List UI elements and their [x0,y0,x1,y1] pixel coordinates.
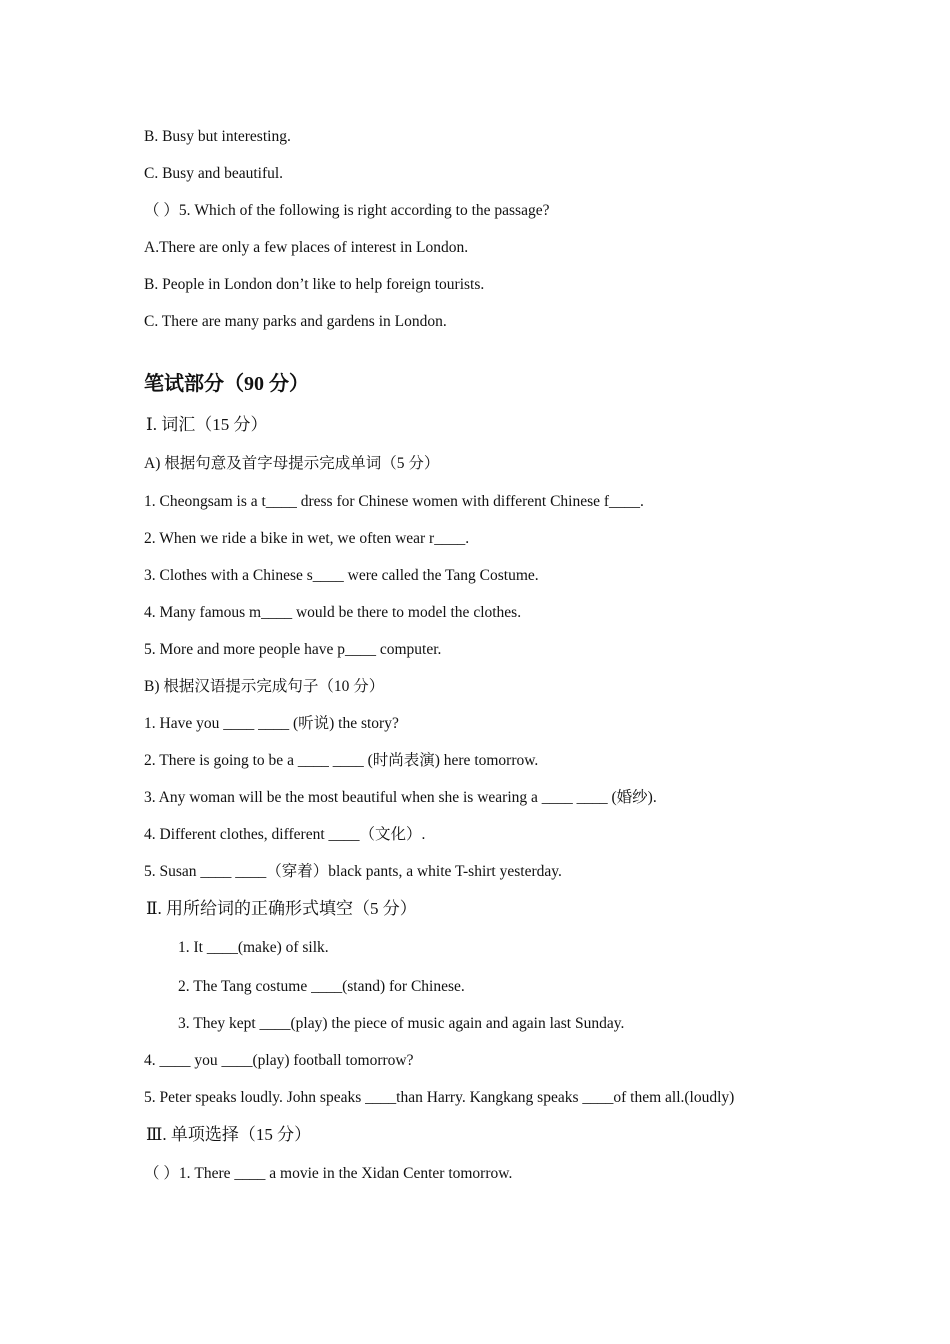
subsection-title: A) 根据句意及首字母提示完成单词（5 分） [144,455,440,472]
question-line: 1. It ____(make) of silk. [178,939,329,956]
question-line: （ ）1. There ____ a movie in the Xidan Center tomorrow. [144,1165,513,1182]
question-line: 1. Have you ____ ____ (听说) the story? [144,715,399,732]
question-line: 4. Different clothes, different ____（文化）. [144,826,426,843]
option-line: A.There are only a few places of interest in London. [144,239,469,256]
question-line: 2. When we ride a bike in wet, we often wear r____. [144,530,470,547]
option-line: B. Busy but interesting. [144,128,291,145]
option-line: C. There are many parks and gardens in London. [144,313,447,330]
question-line: 2. The Tang costume ____(stand) for Chinese. [178,978,465,995]
question-line: 5. Susan ____ ____（穿着）black pants, a white T-shirt yesterday. [144,863,562,880]
question-line: 4. ____ you ____(play) football tomorrow? [144,1052,414,1069]
question-line: 3. Any woman will be the most beautiful when she is wearing a ____ ____ (婚纱). [144,789,657,806]
option-line: C. Busy and beautiful. [144,165,284,182]
section-title: Ⅰ. 词汇（15 分） [146,415,268,434]
section-title: Ⅲ. 单项选择（15 分） [146,1125,312,1144]
option-line: B. People in London don’t like to help foreign tourists. [144,276,485,293]
question-line: 3. Clothes with a Chinese s____ were called the Tang Costume. [144,567,539,584]
section-title: Ⅱ. 用所给词的正确形式填空（5 分） [146,899,417,918]
question-line: 2. There is going to be a ____ ____ (时尚表演) here tomorrow. [144,752,539,769]
question-line: 4. Many famous m____ would be there to model the clothes. [144,604,522,621]
question-line: 1. Cheongsam is a t____ dress for Chinese women with different Chinese f____. [144,493,644,510]
question-line: （ ）5. Which of the following is right according to the passage? [144,202,550,219]
question-line: 5. More and more people have p____ computer. [144,641,442,658]
question-line: 3. They kept ____(play) the piece of music again and again last Sunday. [178,1015,625,1032]
question-line: 5. Peter speaks loudly. John speaks ____than Harry. Kangkang speaks ____of them all.(loudly) [144,1089,735,1106]
written-part-heading: 笔试部分（90 分） [144,373,309,395]
subsection-title: B) 根据汉语提示完成句子（10 分） [144,678,385,695]
